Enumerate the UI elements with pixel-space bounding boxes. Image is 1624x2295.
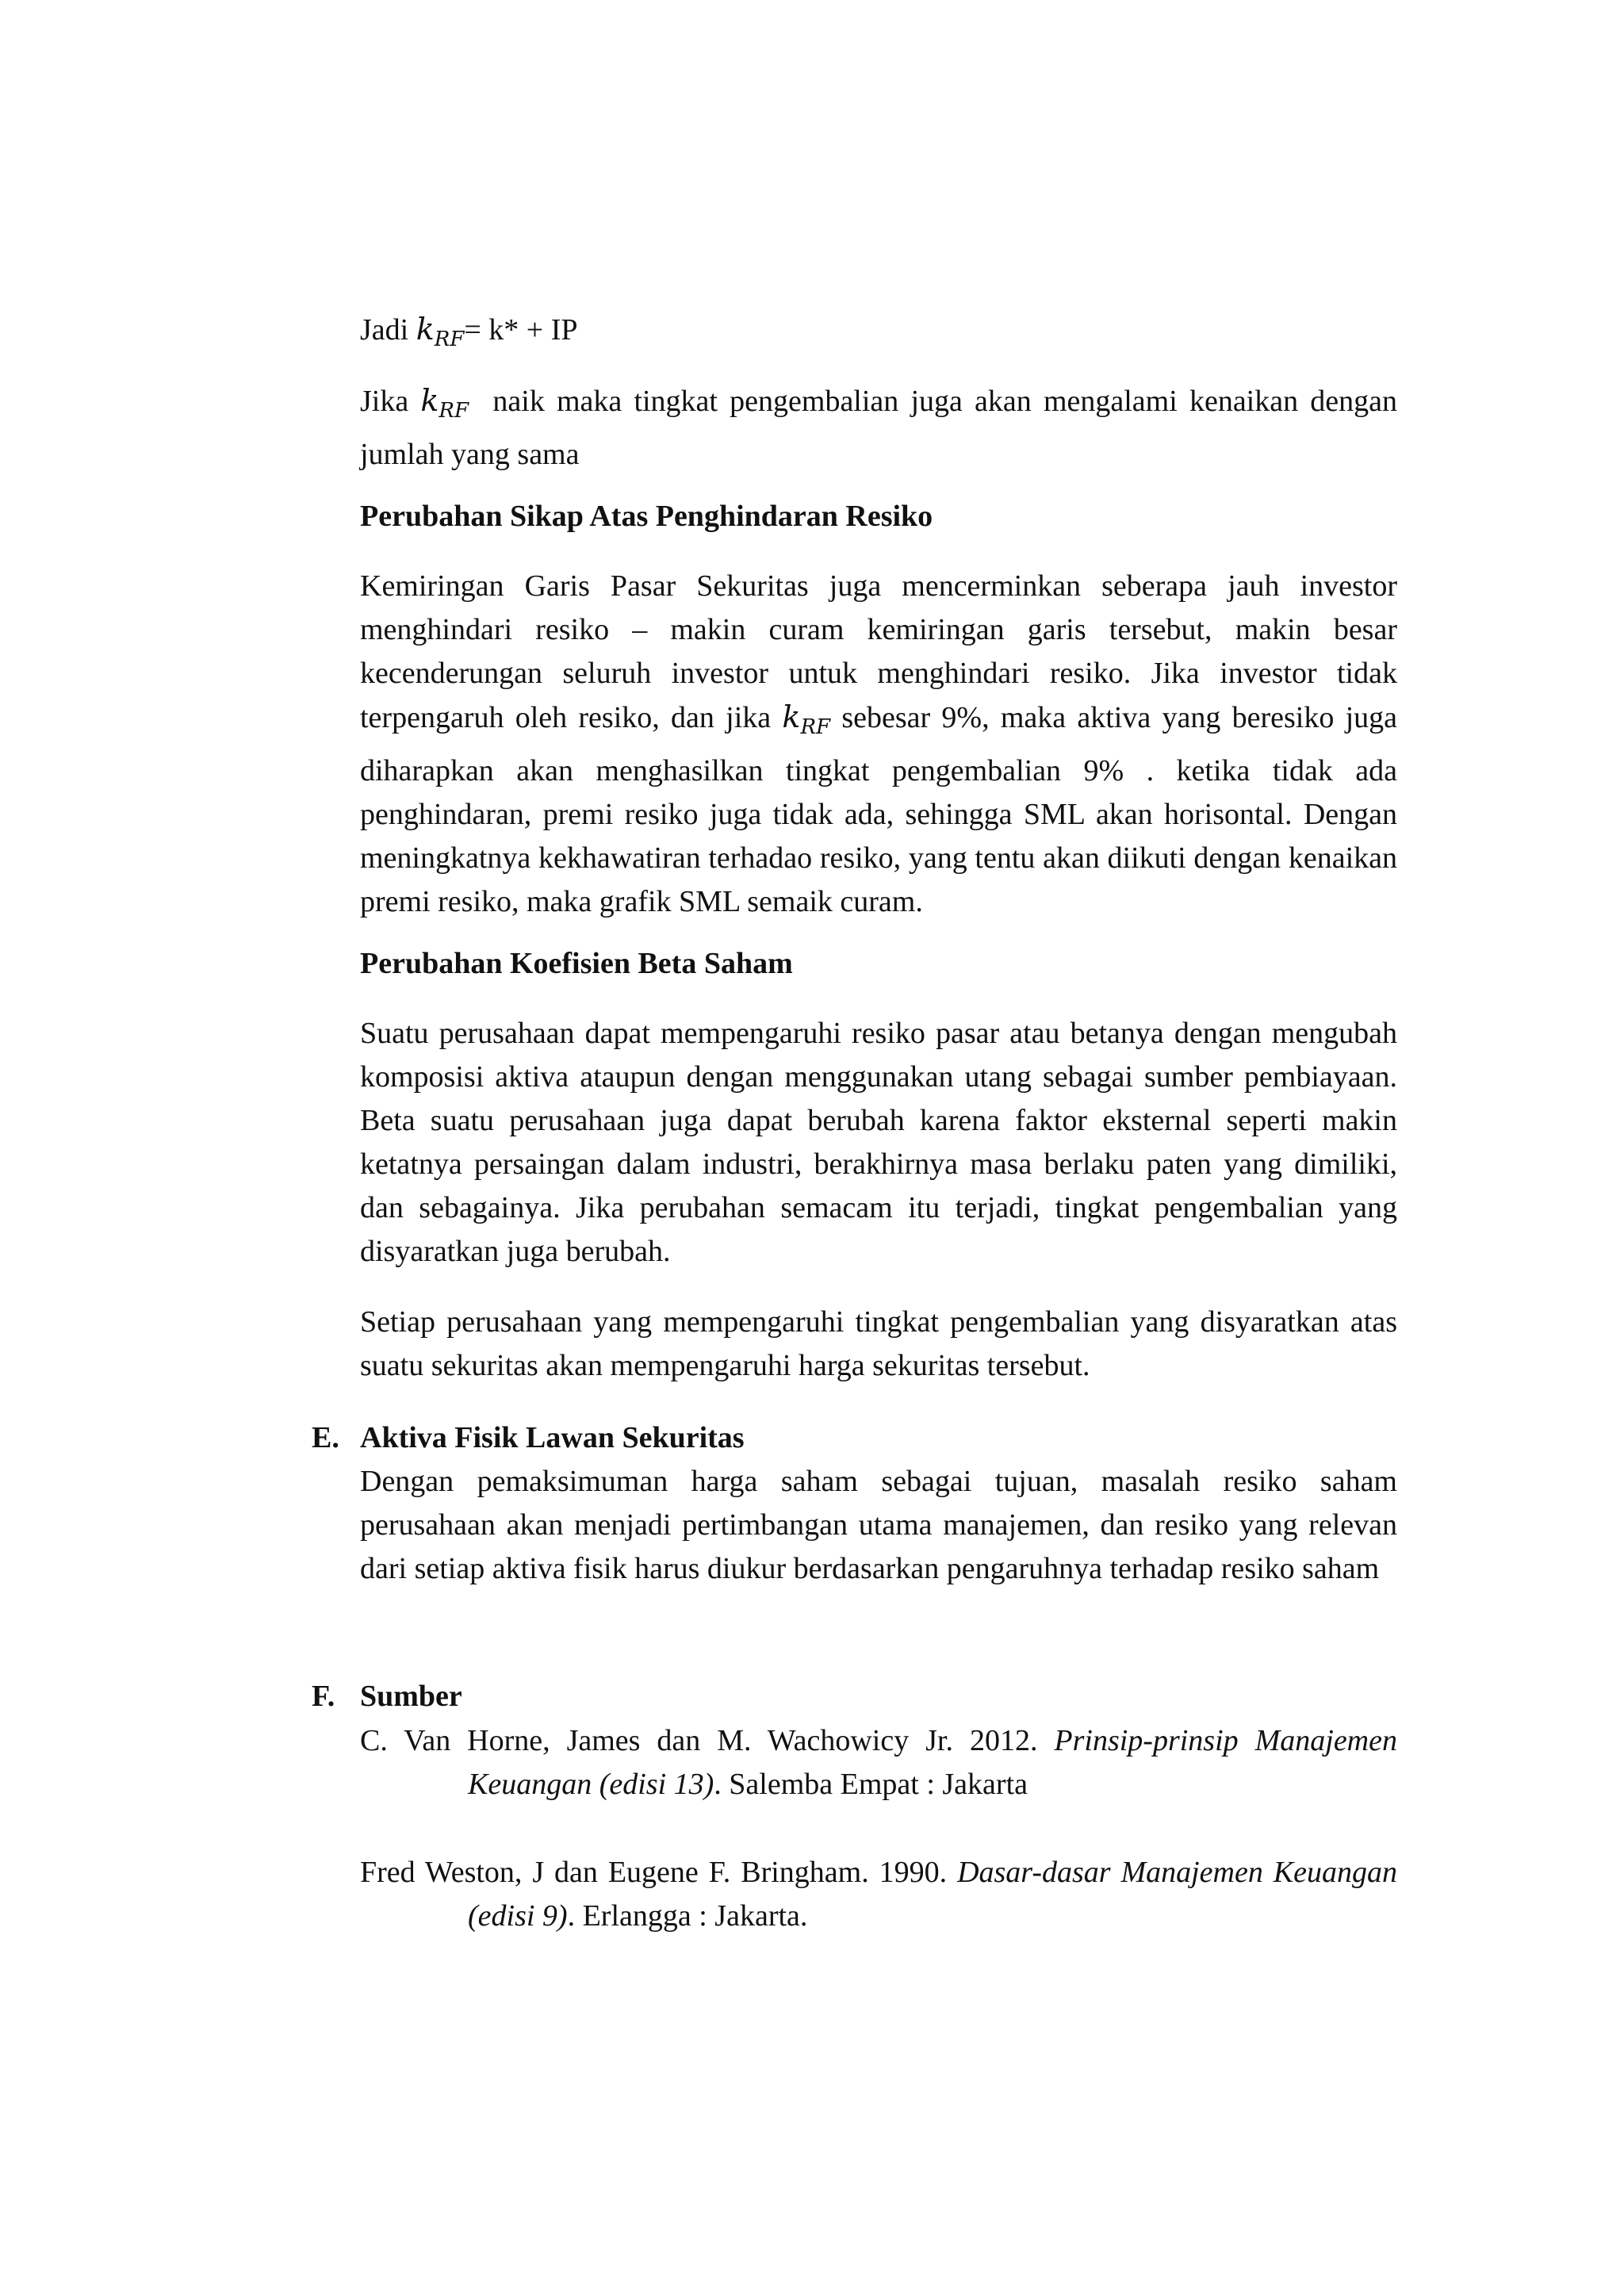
intro-text-before: Jika xyxy=(360,385,409,418)
reference-1-authors: C. Van Horne, James dan M. Wachowicy Jr. 2012. xyxy=(360,1724,1038,1757)
reference-2-title: Dasar-dasar Manajemen Keuangan (edisi 9) xyxy=(468,1856,1397,1933)
section-e-heading xyxy=(312,1416,1397,1460)
risk-variable xyxy=(782,699,831,739)
risk-var-sub: RF xyxy=(800,715,831,739)
intro-paragraph xyxy=(360,379,1397,477)
reference-1-title: Prinsip-prinsip Manajemen Keuangan (edisi 13) xyxy=(468,1724,1397,1801)
formula-var-sub: RF xyxy=(434,328,465,351)
heading-risk-aversion: Perubahan Sikap Atas Penghindaran Resiko xyxy=(360,500,933,533)
formula-line xyxy=(360,308,1397,362)
section-e-title: Aktiva Fisik Lawan Sekuritas xyxy=(360,1421,745,1454)
intro-var-base: k xyxy=(420,383,439,418)
risk-text-part2: sebesar 9%, maka aktiva yang beresiko juga diharapkan akan menghasilkan tingkat pengembalian 9% . ketika tidak ada penghindaran, premi resiko juga tidak ada, sehingga SML akan horisontal. Dengan meningkatnya kekhawatiran terhadao resiko, yang tentu akan diikuti dengan kenaikan premi resiko, maka grafik SML semaik curam. xyxy=(360,701,1398,918)
section-f-heading xyxy=(312,1675,1397,1718)
heading-beta-coefficient: Perubahan Koefisien Beta Saham xyxy=(360,947,793,980)
formula-var-base: k xyxy=(416,312,435,347)
paragraph-risk-aversion xyxy=(360,565,1397,924)
reference-item-1 xyxy=(360,1719,1397,1806)
reference-1-publisher: . Salemba Empat : Jakarta xyxy=(714,1768,1028,1801)
section-f-label: F. xyxy=(312,1680,335,1713)
reference-2-authors: Fred Weston, J dan Eugene F. Bringham. 1990. xyxy=(360,1856,948,1889)
intro-text-after: naik maka tingkat pengembalian juga akan mengalami kenaikan dengan jumlah yang sama xyxy=(360,385,1398,471)
risk-var-base: k xyxy=(782,699,801,734)
reference-item-2 xyxy=(360,1851,1397,1938)
paragraph-beta-2: Setiap perusahaan yang mempengaruhi tingkat pengembalian yang disyaratkan atas suatu sekuritas akan mempengaruhi harga sekuritas tersebut. xyxy=(360,1305,1397,1382)
section-e-label: E. xyxy=(312,1421,339,1454)
formula-rest: = k* + IP xyxy=(464,313,578,347)
paragraph-section-e: Dengan pemaksimuman harga saham sebagai tujuan, masalah resiko saham perusahaan akan menjadi pertimbangan utama manajemen, dan resiko yang relevan dari setiap aktiva fisik harus diukur berdasarkan pengaruhnya terhadap resiko saham xyxy=(360,1465,1397,1585)
intro-variable xyxy=(420,383,469,423)
formula-prefix: Jadi xyxy=(360,313,409,347)
paragraph-beta-1: Suatu perusahaan dapat mempengaruhi resiko pasar atau betanya dengan mengubah komposisi aktiva ataupun dengan menggunakan utang sebagai sumber pembiayaan. Beta suatu perusahaan juga dapat berubah karena faktor eksternal seperti makin ketatnya persaingan dalam industri, berakhirnya masa berlaku paten yang dimiliki, dan sebagainya. Jika perubahan semacam itu terjadi, tingkat pengembalian yang disyaratkan juga berubah. xyxy=(360,1017,1397,1268)
reference-2-publisher: . Erlangga : Jakarta. xyxy=(567,1899,808,1933)
formula-variable xyxy=(416,312,465,351)
intro-var-sub: RF xyxy=(439,399,469,423)
section-f-title: Sumber xyxy=(360,1680,462,1713)
risk-text-part1: Kemiringan Garis Pasar Sekuritas juga mencerminkan seberapa jauh investor menghindari resiko – makin curam kemiringan garis tersebut, makin besar kecenderungan seluruh investor untuk menghindari resiko. Jika investor tidak terpengaruh oleh resiko, dan jika xyxy=(360,569,1397,734)
